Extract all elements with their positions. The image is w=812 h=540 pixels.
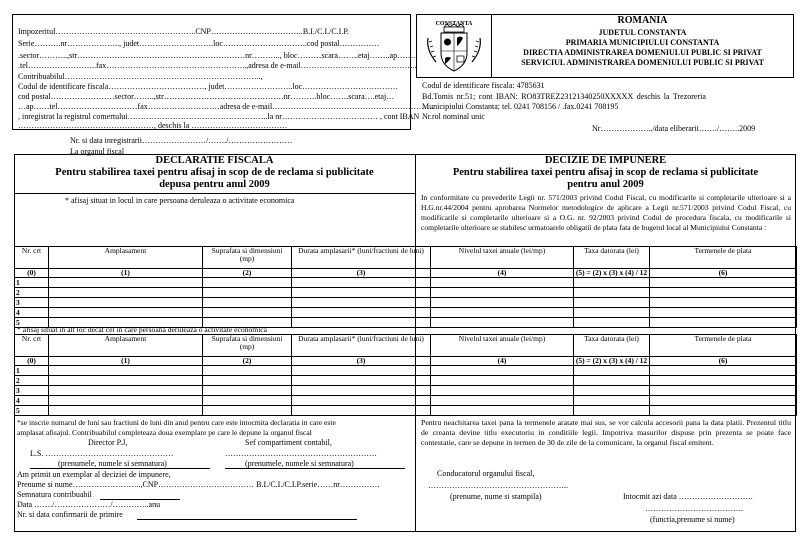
drafted-signature-line: ………………………………. [645,504,743,513]
termene-cell[interactable] [650,386,797,396]
amplasament-cell[interactable] [49,298,203,308]
amplasament-cell[interactable] [49,288,203,298]
authority-address-2: Municipiului Constanta; tel. 0241 708156 / .fax.0241 708195 [422,102,619,111]
col-index-0: (0) [15,357,49,366]
decision-text: In conformitate cu prevederile Legii nr. 571/2003 privind Codul Fiscal, cu modificarile si completarile ulterioare si a H.G.nr.44/2004 pentru aprobarea Normelor metodologice de aplicare a Legii nr.571/2003 privind Codul Fiscal, cu modificarile si completarile ulterioare si a O.G. nr. 92/2003 privind Codul de procedura fiscala, cu modificarile si completarile ulterioare se stabilesc urmatoarele obligatii de plata fata de bugetul local al Municipiului Constanta : [421,193,791,232]
taxpayer-line-4: .tel……………………..fax……………………………………………..,adresa de e-mail…………………………………….. [18,61,417,70]
amplasament-cell[interactable] [49,308,203,318]
taxpayer-line-7: cod postal……………………sector……..,str………………………………………nr……….bloc…….scara….etaj… [18,92,395,101]
constanta-coat-of-arms-icon [423,18,485,74]
table-row [15,386,797,396]
chief-accountant-label: Sef compartiment contabil, [245,438,332,447]
col-suprafata-header: Suprafata si dimensiuni (mp) [203,335,292,357]
decision-title: DECIZIE DE IMPUNERE [544,155,667,166]
termene-cell[interactable] [650,298,797,308]
taxa-cell[interactable] [574,318,650,328]
suprafata-cell[interactable] [203,376,292,386]
col-index-6: (6) [650,269,797,278]
director-label: Director P.J, [88,438,128,447]
col-nivel-header: Nivelul taxei anuale (lei/mp) [431,247,574,269]
termene-cell[interactable] [650,288,797,298]
signature-rule-1 [30,468,210,469]
amplasament-cell[interactable] [49,366,203,376]
nivel-cell[interactable] [431,318,574,328]
col-index-0: (0) [15,269,49,278]
decision-year: pentru anul 2009 [567,179,644,190]
taxa-cell[interactable] [574,396,650,406]
taxa-cell[interactable] [574,308,650,318]
table-row [15,298,797,308]
suprafata-cell[interactable] [203,396,292,406]
suprafata-cell[interactable] [203,386,292,396]
col-durata-header: Durata amplasarii* (luni/fractiuni de luni) [292,335,431,357]
taxa-cell[interactable] [574,406,650,416]
confirmation-nr-label: Nr. si data confirmarii de primire [17,510,123,519]
accountant-name-hint: (prenumele, numele si semnatura) [245,459,354,468]
table-row [15,288,797,298]
taxpayer-line-1: Impozeritul……………………………………………..CNP……………………………..B.I./C.I./C.I.P. [18,27,349,36]
col-index-2: (2) [203,357,292,366]
taxpayer-line-6: Codul de identificare fiscala………………………………, judet……………………..loc……………………………… [18,82,399,91]
durata-cell[interactable] [292,318,431,328]
col-index-1: (1) [49,357,203,366]
table-row [15,396,797,406]
amplasament-cell[interactable] [49,278,203,288]
termene-cell[interactable] [650,366,797,376]
suprafata-cell[interactable] [203,366,292,376]
col-nr-header: Nr. crt [15,335,49,357]
row-number: 1 [15,366,49,376]
authority-rol: Nr.rol nominal unic [422,112,485,121]
taxpayer-line-8: …ap……tel…………………………fax………………………adresa de e-mail……………………………………………………. [18,102,435,111]
col-termene-header: Termenele de plata [650,335,797,357]
received-copy-label: Am primit un exemplar al deciziei de impunere, [17,470,171,479]
durata-cell[interactable] [292,308,431,318]
col-taxa-header: Taxa datorata (lei) [574,247,650,269]
taxpayer-line-5: Contribuabilul……………………………………………………………….., [18,72,263,81]
taxpayer-line-9: , inregistrat la registrul comertului……………………………………………..la nr……………………………… , cont IBAN [18,112,420,121]
crest-label: CONSTANTA [435,21,473,27]
durata-cell[interactable] [292,278,431,288]
confirmation-rule [137,519,357,520]
enforcement-text: Pentru neachitarea taxei pana la termenele aratate mai sus, se vor calcula accesorii pana la data platii. Prezentul titlu de creanta devine titlu executoriu in conditiile legii. Impotriva masurilor dispuse prin prezenta se poate face contestatie, care se depune in termen de 30 de zile de la comunicare, la organul fiscal emitent. [421,418,791,447]
suprafata-cell[interactable] [203,308,292,318]
durata-cell[interactable] [292,298,431,308]
col-index-1: (1) [49,269,203,278]
receiver-name-line: Prenume si nume……………………..,CNP……………………………… B.I./C.I./C.I.P.serie……nr…………… [17,480,380,489]
signature-rule-2 [225,468,405,469]
row-number: 4 [15,308,49,318]
row-number: 5 [15,406,49,416]
durata-cell[interactable] [292,396,431,406]
taxpayer-line-10: ……………………………………………, deschis la ……………………………… [18,121,288,130]
col-index-5: (5) = (2) x (3) x (4) / 12 [574,357,650,366]
termene-cell[interactable] [650,376,797,386]
col-index-3: (3) [292,357,431,366]
table-section-1 [14,246,797,328]
footer-note-1: *se inscrie numarul de luni sau fractiuni de luni din anul pentru care este intocmita declaratia in care este [17,418,336,427]
receipt-date-line: Data ……./…………………/…………..anu [17,500,161,509]
taxa-cell[interactable] [574,376,650,386]
durata-cell[interactable] [292,406,431,416]
section-1-label: * afisaj situat in locul in care persoana deruleaza o activitate economica [65,196,295,205]
nivel-cell[interactable] [431,376,574,386]
table-row [15,308,797,318]
registration-line: Nr. si data inregistrarii……………………/……./…………………… [70,136,293,145]
table-row [15,278,797,288]
taxpayer-signature-label: Semnatura contribuabil [17,490,92,499]
section-2-label: * afisaj situat in alt loc decat cel in care persoana deruleaza o activitate economica [17,325,268,334]
taxpayer-line-3: .sector………..,str………………………………………………………nr……….., bloc………scara……..etaj……..ap……. [18,51,416,60]
col-index-2: (2) [203,269,292,278]
amplasament-cell[interactable] [49,376,203,386]
taxa-cell[interactable] [574,386,650,396]
fiscal-head-signature-line: …………………………………………….. [428,481,568,490]
taxa-cell[interactable] [574,278,650,288]
fiscal-head-hint: (prenume, nume si stampila) [450,492,542,501]
nivel-cell[interactable] [431,406,574,416]
col-nr-header: Nr. crt [15,247,49,269]
table-row [15,376,797,386]
amplasament-cell[interactable] [49,386,203,396]
durata-cell[interactable] [292,288,431,298]
col-suprafata-header: Suprafata si dimensiuni (mp) [203,247,292,269]
row-number: 3 [15,298,49,308]
durata-cell[interactable] [292,376,431,386]
row-number: 4 [15,396,49,406]
authority-service: SERVICIUL ADMINISTRAREA DOMENIULUI PUBLIC SI PRIVAT [521,58,764,67]
nivel-cell[interactable] [431,366,574,376]
nivel-cell[interactable] [431,298,574,308]
taxa-cell[interactable] [574,288,650,298]
decision-subtitle: Pentru stabilirea taxei pentru afisaj in scop de reclama si publicitate [452,167,759,178]
authority-city-hall: PRIMARIA MUNICIPIULUI CONSTANTA [565,38,720,47]
col-termene-header: Termenele de plata [650,247,797,269]
authority-country: ROMANIA [617,15,668,26]
footer-note-2: amplasat afisajul. Contribuabilul completeaza doua exemplare pe care le depune la organul fiscal [17,428,312,437]
termene-cell[interactable] [650,406,797,416]
row-number: 2 [15,376,49,386]
fiscal-head-label: Conducatorul organului fiscal, [437,469,535,478]
nivel-cell[interactable] [431,308,574,318]
col-index-4: (4) [431,269,574,278]
declaration-subtitle: Pentru stabilirea taxei pentru afisaj in scop de de reclama si publicitate [55,167,374,178]
declaration-title: DECLARATIE FISCALA [155,155,274,166]
taxpayer-line-2: Serie……….nr……………….., judet……………………….loc…………………………..cod postal…………… [18,39,380,48]
suprafata-cell[interactable] [203,406,292,416]
row-number: 2 [15,288,49,298]
authority-address: Bd.Tomis nr.51; cont IBAN: RO83TREZ23121340250XXXXX deschis la Trezoreria [422,92,706,101]
authority-cif: Codul de identificare fiscala: 4785631 [422,81,545,90]
declaration-year: depusa pentru anul 2009 [159,179,270,190]
drafted-date-label: Intocmit azi data ………………………. [623,492,753,501]
termene-cell[interactable] [650,396,797,406]
taxa-cell[interactable] [574,298,650,308]
col-nivel-header: Nivelul taxei anuale (lei/mp) [431,335,574,357]
drafted-role-hint: (functia,prenume si nume) [650,515,735,524]
accountant-signature-line: ………………………………………………… [225,449,377,458]
row-number: 5 [15,318,49,328]
col-index-5: (5) = (2) x (3) x (4) / 12 [574,269,650,278]
amplasament-cell[interactable] [49,396,203,406]
authority-directorate: DIRECTIA ADMINISTRAREA DOMENIULUI PUBLIC SI PRIVAT [523,48,762,57]
row-number: 1 [15,278,49,288]
registration-line-2: La organul fiscal [70,147,125,156]
nivel-cell[interactable] [431,386,574,396]
declaration-title-rule [14,193,415,194]
authority-nr-line: Nr………………../data eliberarii……./……..2009 [592,124,756,133]
nivel-cell[interactable] [431,288,574,298]
col-amplasament-header: Amplasament [49,335,203,357]
row-number: 3 [15,386,49,396]
ls-signature-line: L.S. ………………………………………… [30,449,174,458]
table-row [15,366,797,376]
termene-cell[interactable] [650,318,797,328]
col-index-6: (6) [650,357,797,366]
table-section-2 [14,334,797,416]
suprafata-cell[interactable] [203,278,292,288]
nivel-cell[interactable] [431,278,574,288]
col-amplasament-header: Amplasament [49,247,203,269]
termene-cell[interactable] [650,308,797,318]
director-name-hint: (prenumele, numele si semnatura) [58,459,167,468]
table-row [15,406,797,416]
taxa-cell[interactable] [574,366,650,376]
termene-cell[interactable] [650,278,797,288]
authority-county: JUDETUL CONSTANTA [598,28,687,37]
durata-cell[interactable] [292,366,431,376]
suprafata-cell[interactable] [203,298,292,308]
suprafata-cell[interactable] [203,288,292,298]
nivel-cell[interactable] [431,396,574,406]
col-taxa-header: Taxa datorata (lei) [574,335,650,357]
col-durata-header: Durata amplasarii* (luni/fractiuni de luni) [292,247,431,269]
durata-cell[interactable] [292,386,431,396]
col-index-4: (4) [431,357,574,366]
amplasament-cell[interactable] [49,406,203,416]
col-index-3: (3) [292,269,431,278]
